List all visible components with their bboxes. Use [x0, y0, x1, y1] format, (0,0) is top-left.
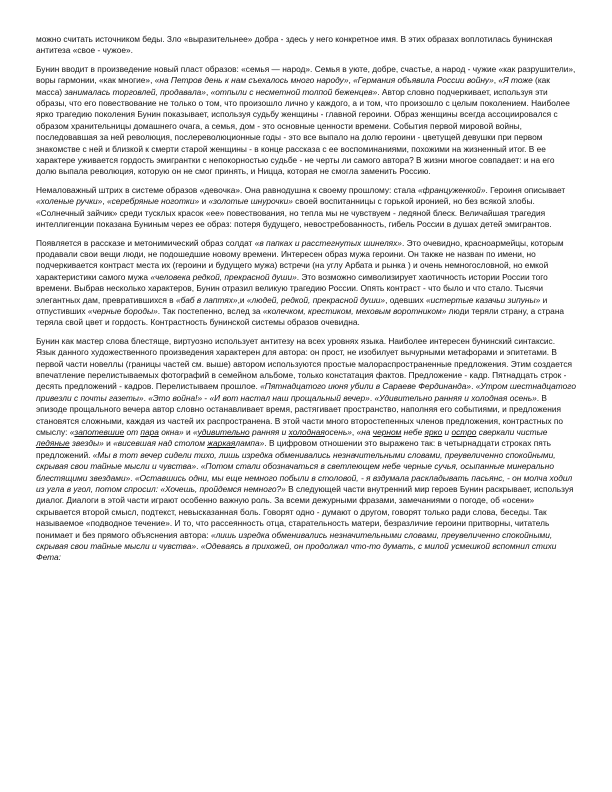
paragraph — [36, 34, 576, 57]
text-run: . — [369, 392, 375, 403]
text-run: удивительно — [197, 427, 250, 437]
text-run: окна» — [158, 427, 184, 437]
text-run: пара — [140, 427, 159, 437]
text-run: запотевшие — [74, 427, 125, 437]
text-run: , — [493, 75, 499, 86]
text-run: осень» — [324, 427, 352, 437]
text-run: «Пятнадцатого июня убили в Сараеве Фердинанда» — [260, 381, 472, 392]
document-body — [36, 34, 576, 564]
text-run: лампа» — [235, 438, 265, 449]
text-run: В следующей части внутренний мир героев Бунин раскрывает, используя диалог. Диалоги в этой части играют особенно важную роль. За всеми дежурными фразами, замечаниями о погоде, об «осени» скрывается второй смысл, подтекст, невысказанная боль. Говорят одно - думают о другом, говорят только ради слова, беседы. Так называемое «подводное течение». И то, что рассеянность отца, старательность матери, безразличие героини притворны, читатель понимает и без прямого объяснения автора: — [36, 484, 574, 540]
text-run: от — [124, 427, 141, 437]
text-run: Появляется в рассказе и метонимический образ солдат — [36, 237, 255, 248]
text-run: и — [199, 196, 209, 207]
text-run: ранняя и — [249, 427, 289, 437]
text-run: «отпыли с несметной толпой беженцев» — [210, 86, 378, 97]
text-run: . Героиня описывает — [485, 184, 566, 195]
text-run: «Это война!» — [148, 392, 203, 403]
text-run: «Мы в тот вечер сидели тихо, лишь изредка обменивались незначительными словами, преувеличенно спокойными, скрывая свои тайные мысли и чувства» — [36, 449, 556, 472]
text-run: « — [69, 427, 75, 437]
text-run: «Я тоже — [498, 75, 533, 86]
text-run: «Одеваясь в прихожей, он продолжал что-то думать, с милой усмешкой вспомнил стихи Фета: — [36, 541, 557, 563]
paragraph — [36, 64, 576, 178]
text-run: , — [348, 75, 354, 86]
text-run: жаркая — [207, 438, 236, 449]
text-run: звезды» — [69, 438, 104, 449]
text-run: . Это очевидно, красноармейцы, которым продавали свои вещи люди, не подошедшие новому времени. Интересен образ мужа героини. Он также не назван по имени, но подчеркивается контраст места их (героини и будущего мужа) встречи (на углу Арбата и рынка ) и очень немногословной, но емкой характеристики самого мужа — [36, 237, 564, 282]
text-run: и отпустивших — [36, 294, 548, 316]
text-run: остро — [451, 427, 477, 437]
text-run: «Оставшись одни, мы еще немного побыли в столовой, - я вздумала раскладывать пасьянс, - он молча ходил из угла в угол, потом спросил: «Хочешь, пройдемся немного?» — [36, 472, 573, 495]
text-run: . Автор словно подчеркивает, используя эти образы, что его повествование не только о том, что произошло лично у каждого, а и том, что произошло с целым поколением. Наиболее ярко трагедию поколения Бунин показывает, используя судьбу женщины - главной героини. Образ женщины всегда ассоциировался с образом хранительницы домашнего очага, а семья, дом - это основные ценности времени. События первой мировой войны, последовавшая за ней революция, послереволюционные годы - это все выпало на долю героини - цветущей девушки при первом знакомстве с ней и близкой к смерти старой женщины - в конце рассказа с ее воспоминаниями, похожими на жизненный итог. В ее характере уживается гордость эмигрантки с непокорностью судьбе - не черты ли самого автора? В жизни многое совпадает: и на его долю выпала революция, которую он не смог принять, и Ницца, которая не смогла заменить Россию. — [36, 86, 570, 177]
text-run: « — [192, 427, 198, 437]
paragraph — [36, 336, 576, 564]
text-run: «француженкой» — [418, 184, 486, 195]
text-run: «И вот настал наш прощальный вечер» — [209, 392, 370, 403]
text-run: «Потом стали обозначаться в светлеющем небе черные сучья, осыпанные минерально блестящими звездами» — [36, 461, 554, 483]
text-run: сверкали чистые — [476, 427, 548, 437]
text-run: небе — [401, 427, 425, 437]
text-run: и — [442, 427, 452, 437]
text-run: , — [102, 196, 107, 207]
text-run: холодная — [288, 427, 325, 437]
text-run: Бунин как мастер слова блестяще, виртуозно использует антитезу на всех уровнях языка. Наиболее интересен бунинский синтаксис. Язык данного художественного произведения характерен для автора: он прост, не изобилует вычурными метафорами и эпитетами. В первой части новеллы (границы частей см. выше) автором используются простые малораспространенные предложения. Этим создается впечатление перелистываемых фотографий в семейном альбоме, только констатация фактов. Предложение - кадр. Пятнадцать строк - десять предложений - кадров. Перелистываем прошлое. — [36, 335, 573, 392]
text-run: (как масса) — [36, 75, 550, 97]
paragraph — [36, 238, 576, 329]
text-run: . Так постепенно, вслед за — [157, 305, 263, 316]
text-run: «золотые шнурочки» — [208, 196, 293, 207]
text-run: «висевшая над столом — [113, 438, 208, 449]
text-run: и — [103, 438, 114, 449]
text-run: «Удивительно ранняя и холодная осень» — [374, 392, 537, 403]
text-run: . — [143, 392, 149, 403]
text-run: «серебряные ноготки» — [106, 196, 200, 207]
text-run: - — [202, 392, 210, 403]
text-run: ледяные — [36, 438, 70, 449]
text-run: «человека редкой, прекрасной души» — [150, 271, 297, 282]
text-run: «холеные ручки» — [36, 196, 103, 207]
text-run: . В цифровом отношении это выражено так: в четырнадцати строках пять предложений. — [36, 438, 551, 460]
text-run: своей воспитанницы с горькой иронией, но без всякой злобы. «Солнечный зайчик» среди тусклых красок «ее» повествования, но тепла мы не чувствуем - ледяной блеск. Величайшая трагедия интеллигенции показана Буниным через ее образ: потеря будущего, невостребованность, гибель России в душах детей эмигрантов. — [36, 196, 552, 230]
text-run: . Это возможно символизирует хаотичность истории России того времени. Выбрав несколько характеров, Бунин отразил великую трагедию России. Опять контраст - что было и что стало. Тысячи элегантных дам, превратившихся в — [36, 271, 548, 305]
text-run: «истертые казачьи зипуны» — [425, 294, 541, 305]
text-run: «людей, редкой, прекрасной души» — [246, 294, 386, 305]
text-run: занималась торговлей, продавала» — [64, 86, 206, 97]
text-run: , одевших — [385, 294, 426, 305]
text-run: . — [130, 472, 135, 483]
text-run: . — [196, 461, 201, 472]
text-run: . — [471, 381, 476, 392]
text-run: ярко — [424, 427, 443, 437]
text-run: . — [196, 541, 201, 552]
text-run: «в папках и расстегнутых шинелях» — [254, 237, 402, 248]
text-run: «колечком, крестиком, меховым воротником» — [262, 305, 447, 316]
text-run: , — [351, 427, 357, 437]
text-run: Бунин вводит в произведение новый пласт образов: «семья — народ». Семья в уюте, добре, счастье, а народ - чужие «как разрушители», воры гармонии, «как многие», — [36, 63, 576, 86]
text-run: . В эпизоде прощального вечера автор словно останавливает время, растягивает пространство, наполняя его событиями, и предложения становятся сложными, каждая из частей их распространена. В этой части много второстепенных членов предложения, контрастных по смыслу: — [36, 392, 564, 437]
text-run: «черные бороды» — [87, 305, 158, 316]
text-run: Немаловажный штрих в системе образов «девочка». Она равнодушна к своему прошлому: стала — [36, 184, 419, 195]
text-run: , — [205, 86, 211, 97]
text-run: «на Петров день к нам съехалось много народу» — [154, 75, 349, 86]
text-run: «баб в лаптях» — [175, 294, 238, 305]
text-run: «Германия объявила России войну» — [353, 75, 494, 86]
text-run: ,и — [237, 294, 247, 305]
text-run: «лишь изредка обменивались незначительными словами, преувеличенно спокойными, скрывая свои тайные мысли и чувства» — [36, 529, 553, 552]
text-run: «Утром шестнадцатого привезли с почты газеты» — [36, 381, 576, 403]
paragraph — [36, 185, 576, 231]
text-run: «на — [356, 427, 373, 437]
text-run: можно считать источником беды. Зло «выразительнее» добра - здесь у него конкретное имя. В этих образах воплотилась бунинская антитеза «свое - чужое». — [36, 34, 553, 56]
text-run: люди теряли страну, а страна теряла свой цвет и гордость. Контрастность бунинской системы образов очевидна. — [36, 305, 565, 328]
text-run: черном — [372, 427, 402, 437]
text-run: и — [183, 427, 193, 437]
